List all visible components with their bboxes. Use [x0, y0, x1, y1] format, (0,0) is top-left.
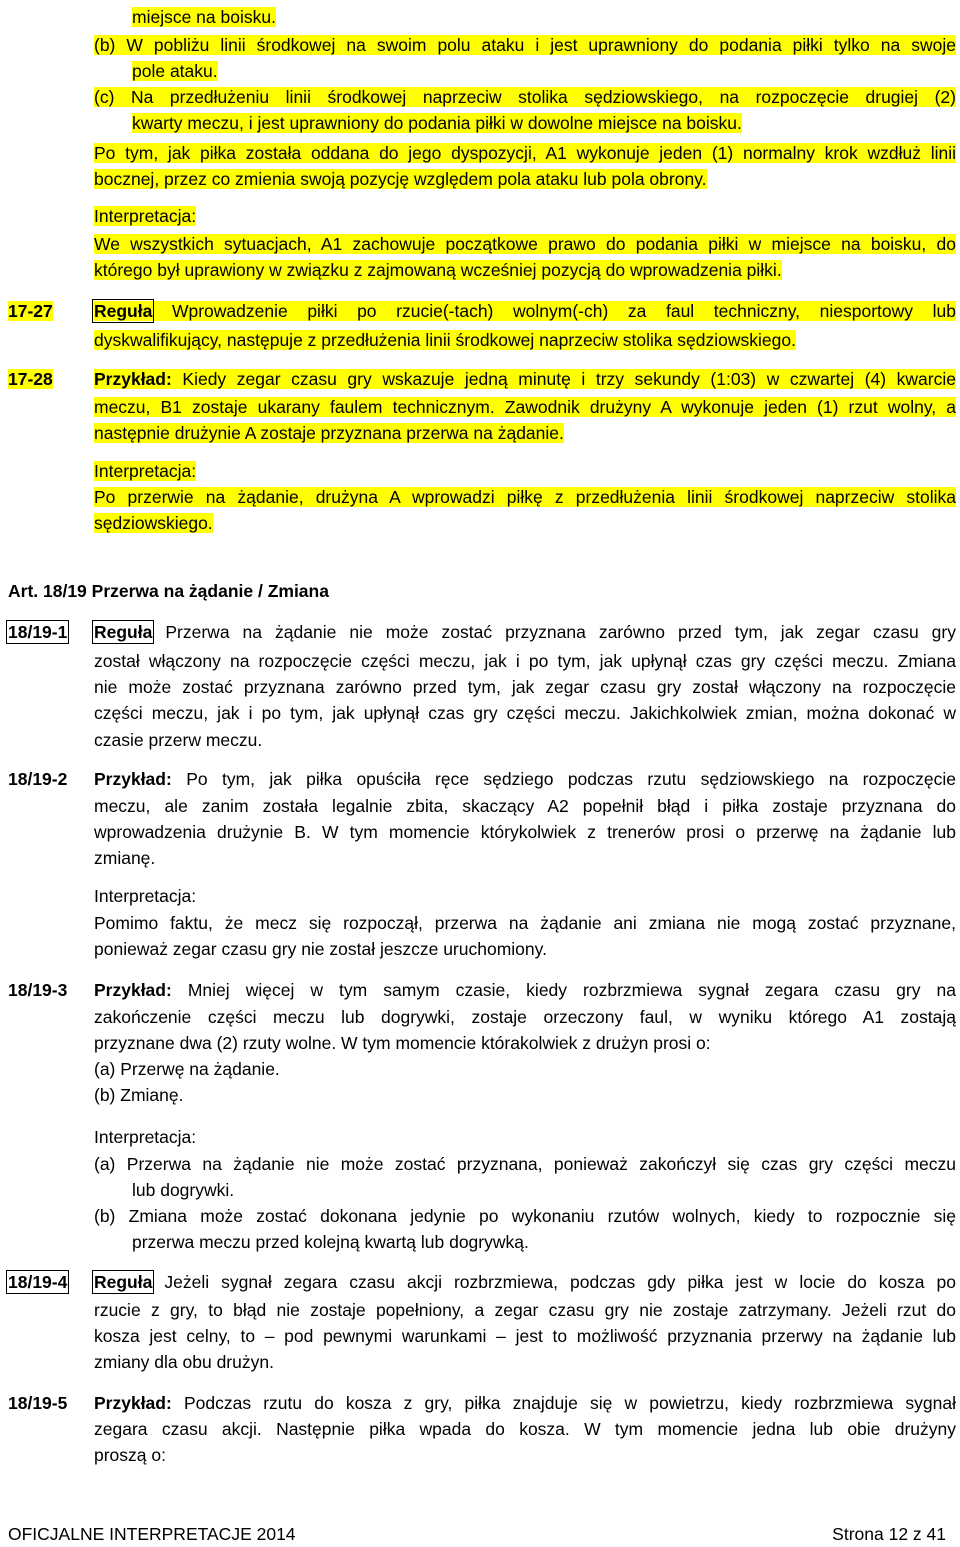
footer-title: OFICJALNE INTERPRETACJE 2014	[8, 1524, 296, 1544]
example-18-19-3-line: Przykład: Mniej więcej w tym samym czasie, kiedy rozbrzmiewa sygnał zegara czasu gry na	[94, 980, 956, 1000]
list-item: (a) Przerwa na żądanie nie może zostać przyznana, ponieważ zakończył się czas gry części meczu	[94, 1154, 956, 1174]
rule-tag: Reguła	[94, 1272, 153, 1292]
rule-number-18-19-1: 18/19-1	[8, 622, 68, 642]
text-line: rzucie z gry, to błąd nie zostaje popełniony, a zegar czasu gry nie zostaje zatrzymany. Jeżeli rzut do	[94, 1300, 956, 1320]
rule-number-18-19-3: 18/19-3	[8, 980, 68, 1000]
text-line: pole ataku.	[132, 61, 218, 81]
text-line: lub dogrywki.	[132, 1180, 235, 1200]
page-number: Strona 12 z 41	[832, 1524, 946, 1544]
interpretation-heading: Interpretacja:	[94, 206, 197, 226]
text-line: przyznane dwa (2) rzuty wolne. W tym momencie którakolwiek z drużyn prosi o:	[94, 1033, 711, 1053]
text-line: (b) W pobliżu linii środkowej na swoim polu ataku i jest uprawniony do podania piłki tylko na swoje	[94, 35, 956, 55]
text-line: meczu, ale zanim została legalnie zbita, skaczący A2 popełnił błąd i piłka zostaje przyznana do	[94, 796, 956, 816]
text-line: zmianę.	[94, 848, 156, 868]
text-line: proszą o:	[94, 1445, 166, 1465]
text-line: przerwa meczu przed kolejną kwartą lub dogrywką.	[132, 1232, 529, 1252]
example-18-19-5-line: Przykład: Podczas rzutu do kosza z gry, piłka znajduje się w powietrzu, kiedy rozbrzmiewa sygnał	[94, 1393, 956, 1413]
rule-17-27-line: Reguła Wprowadzenie piłki po rzucie(-tach) wolnym(-ch) za faul techniczny, niesportowy lub	[94, 301, 956, 321]
example-18-19-2-line: Przykład: Po tym, jak piłka opuściła ręce sędziego podczas rzutu sędziowskiego na rozpoczęcie	[94, 769, 957, 789]
text-line: został włączony na rozpoczęcie części meczu, jak i po tym, jak upłynął czas gry części meczu. Zmiana	[94, 651, 956, 671]
article-heading: Art. 18/19 Przerwa na żądanie / Zmiana	[8, 581, 329, 601]
rule-number-17-28: 17-28	[8, 369, 53, 389]
text-line: czasie przerw meczu.	[94, 730, 263, 750]
text-line: zmiany dla obu drużyn.	[94, 1352, 274, 1372]
example-tag: Przykład:	[94, 369, 172, 389]
interpretation-heading: Interpretacja:	[94, 886, 197, 906]
text-line: bocznej, przez co zmienia swoją pozycję względem pola ataku lub pola obrony.	[94, 169, 707, 189]
text-line: miejsce na boisku.	[132, 7, 276, 27]
text-line: (c) Na przedłużeniu linii środkowej naprzeciw stolika sędziowskiego, na rozpoczęcie drugiej (2)	[94, 87, 956, 107]
rule-number-18-19-4: 18/19-4	[8, 1272, 68, 1292]
rule-tag: Reguła	[94, 622, 153, 642]
rule-tag: Reguła	[94, 301, 153, 321]
text-line: nie może zostać przyznana zarówno przed tym, jak zegar czasu gry został włączony na rozpoczęcie	[94, 677, 956, 697]
list-item: (a) Przerwę na żądanie.	[94, 1059, 280, 1079]
text-line: kwarty meczu, i jest uprawniony do podania piłki w dowolne miejsce na boisku.	[132, 113, 742, 133]
text-line: którego był uprawiony w związku z zajmowaną wcześniej pozycją do wprowadzenia piłki.	[94, 260, 782, 280]
text-line: meczu, B1 zostaje ukarany faulem technicznym. Zawodnik drużyny A wykonuje jeden (1) rzut wolny, a	[94, 397, 956, 417]
rule-number-18-19-2: 18/19-2	[8, 769, 68, 789]
text-line: Po przerwie na żądanie, drużyna A wprowadzi piłkę z przedłużenia linii środkowej naprzeciw stolika	[94, 487, 956, 507]
text-line: ponieważ zegar czasu gry nie został jeszcze uruchomiony.	[94, 939, 547, 959]
example-tag: Przykład:	[94, 1393, 172, 1413]
text-line: zakończenie części meczu lub dogrywki, zostaje orzeczony faul, w wyniku którego A1 zostają	[94, 1007, 956, 1027]
interpretation-heading: Interpretacja:	[94, 461, 197, 481]
text-line: następnie drużynie A zostaje przyznana przerwa na żądanie.	[94, 423, 564, 443]
text-line: części meczu, jak i po tym, jak upłynął czas gry części meczu. Jakichkolwiek zmian, można dokonać w	[94, 703, 956, 723]
example-tag: Przykład:	[94, 769, 172, 789]
interpretation-heading: Interpretacja:	[94, 1127, 197, 1147]
text-line: zegara czasu akcji. Następnie piłka wpada do kosza. W tym momencie jedna lub obie drużyny	[94, 1419, 956, 1439]
list-item: (b) Zmiana może zostać dokonana jedynie po wykonaniu rzutów wolnych, kiedy to rozpocznie się	[94, 1206, 956, 1226]
text-line: Po tym, jak piłka została oddana do jego dyspozycji, A1 wykonuje jeden (1) normalny krok wzdłuż linii	[94, 143, 956, 163]
rule-number-17-27: 17-27	[8, 301, 53, 321]
rule-18-19-1-line: Reguła Przerwa na żądanie nie może zostać przyznana zarówno przed tym, jak zegar czasu gry	[94, 622, 956, 642]
text-line: kosza jest celny, to – pod pewnymi warunkami – jest to możliwość przyznania przerwy na żądanie lub	[94, 1326, 956, 1346]
text-line: wprowadzenia drużynie B. W tym momencie którykolwiek z trenerów prosi o przerwę na żądanie lub	[94, 822, 956, 842]
text-line: sędziowskiego.	[94, 513, 213, 533]
list-item: (b) Zmianę.	[94, 1085, 184, 1105]
example-17-28-line: Przykład: Kiedy zegar czasu gry wskazuje jedną minutę i trzy sekundy (1:03) w czwartej (4) kwarcie	[94, 369, 956, 389]
text-line: Pomimo faktu, że mecz się rozpoczął, przerwa na żądanie ani zmiana nie mogą zostać przyznane,	[94, 913, 956, 933]
text-line: We wszystkich sytuacjach, A1 zachowuje początkowe prawo do podania piłki w miejsce na boisku, do	[94, 234, 956, 254]
rule-number-18-19-5: 18/19-5	[8, 1393, 68, 1413]
example-tag: Przykład:	[94, 980, 172, 1000]
rule-18-19-4-line: Reguła Jeżeli sygnał zegara czasu akcji rozbrzmiewa, podczas gdy piłka jest w locie do kosza po	[94, 1272, 956, 1292]
text-line: dyskwalifikujący, następuje z przedłużenia linii środkowej naprzeciw stolika sędziowskiego.	[94, 330, 796, 350]
